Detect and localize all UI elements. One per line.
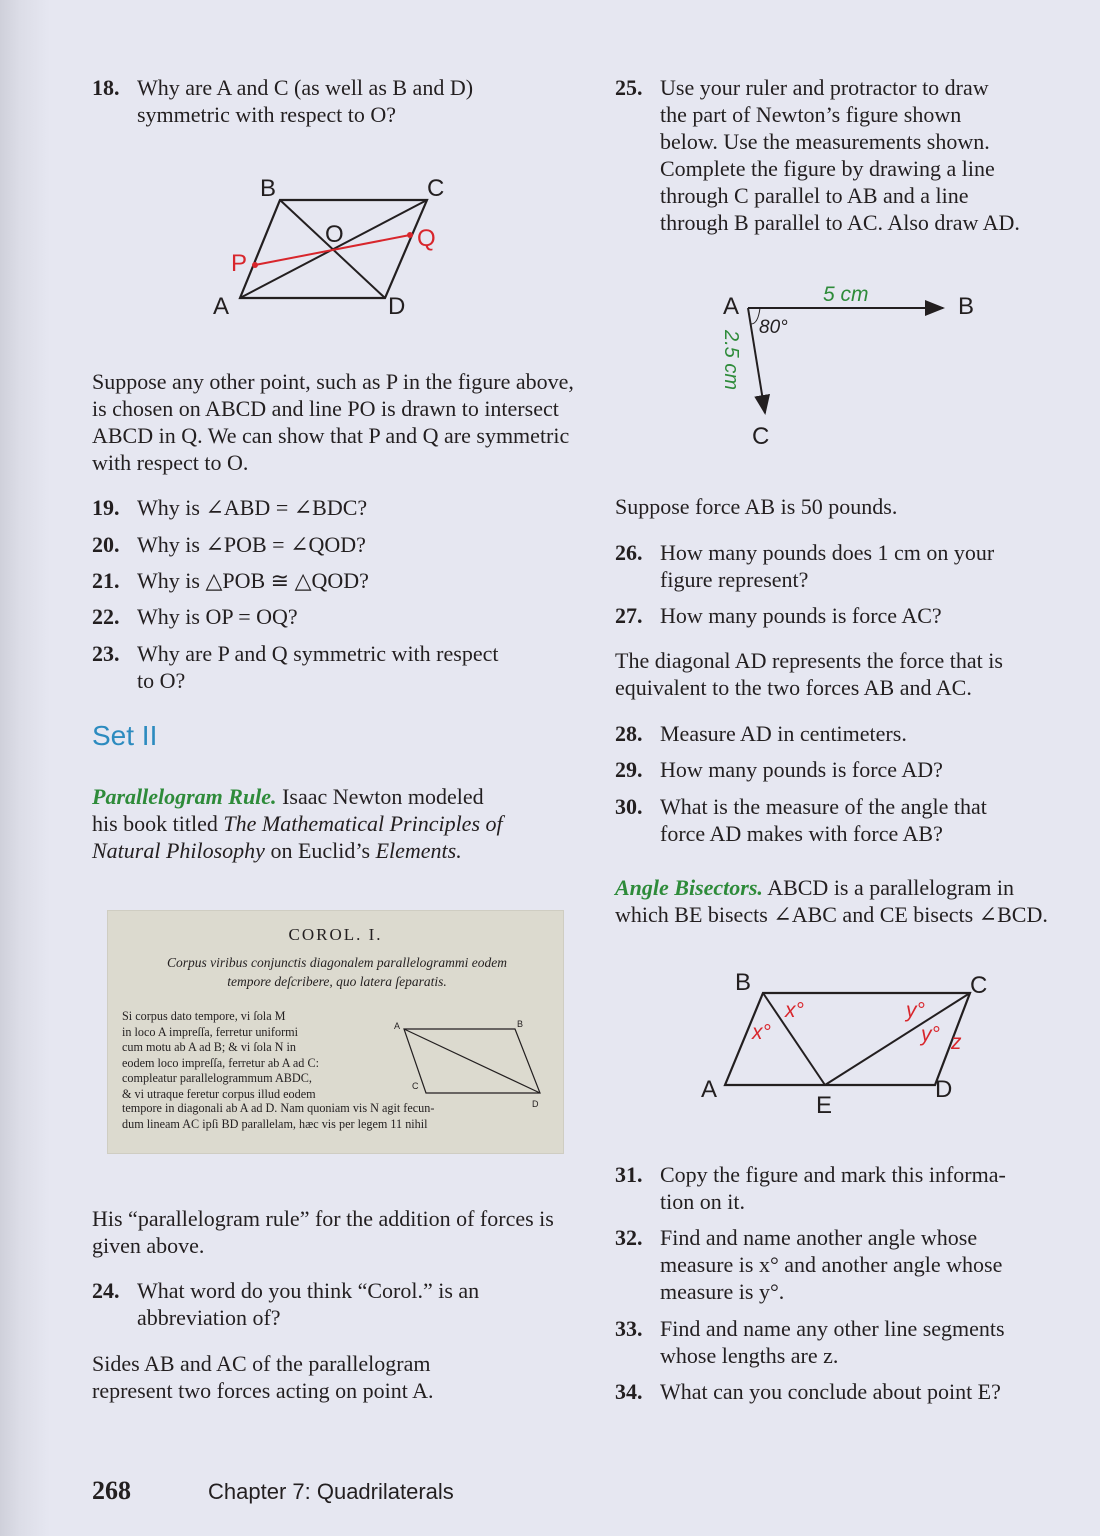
- question-text: [660, 1315, 1005, 1369]
- parallelogram-rule-lead: Parallelogram Rule.: [92, 784, 277, 809]
- question-number: 28.: [615, 721, 643, 746]
- question-number: 33.: [615, 1316, 643, 1341]
- question-text: [660, 793, 987, 847]
- label-p: P: [231, 250, 248, 277]
- bisector-ce: [825, 993, 970, 1085]
- question-text: How many pounds is force AC?: [660, 603, 942, 628]
- question-line: abbreviation of?: [137, 1305, 281, 1330]
- question-line: Complete the figure by drawing a line: [660, 156, 995, 181]
- paragraph-force-ab: Suppose force AB is 50 pounds.: [615, 494, 898, 519]
- question-33: [615, 1315, 1095, 1375]
- length-ac-label: 2.5 cm: [720, 330, 742, 391]
- label-c: C: [752, 423, 770, 450]
- question-text: Why is OP = OQ?: [137, 604, 298, 629]
- question-line: Use your ruler and protractor to draw: [660, 75, 989, 100]
- question-number: 26.: [615, 540, 643, 565]
- question-text: [137, 1277, 479, 1331]
- label-a: A: [701, 1076, 718, 1103]
- parallelogram-rule-text: his book titled: [92, 811, 224, 836]
- question-text: [660, 1161, 1006, 1215]
- label-c: C: [970, 972, 988, 999]
- question-32: [615, 1224, 1095, 1309]
- question-line: below. Use the measurements shown.: [660, 129, 990, 154]
- point-p: [252, 262, 258, 268]
- paragraph-parallelogram-rule: [92, 783, 572, 864]
- corol-line: & vi utraque feretur corpus illud eodem: [122, 1086, 316, 1101]
- question-number: 25.: [615, 75, 643, 100]
- book-title-end: Natural Philosophy: [92, 838, 265, 863]
- page-number: 268: [92, 1476, 131, 1505]
- question-text: Why is ∠POB = ∠QOD?: [137, 532, 366, 557]
- question-number: 24.: [92, 1278, 120, 1303]
- paragraph-symmetric-points: Suppose any other point, such as P in the figure above, is chosen on ABCD and line PO is drawn to intersect ABCD in Q. We can show that P and Q are symmetric with respect to O.: [92, 369, 574, 475]
- corol-label-a: A: [394, 1021, 401, 1031]
- point-q: [407, 232, 413, 238]
- corol-line: in loco A impreſſa, ferretur uniformi: [122, 1024, 298, 1039]
- question-line: figure represent?: [660, 567, 809, 592]
- question-29: [615, 756, 1095, 786]
- question-26: [615, 539, 1095, 599]
- corol-subtitle-line: Corpus viribus conjunctis diagonalem parallelogrammi eodem: [166, 955, 508, 970]
- label-o: O: [325, 221, 344, 248]
- question-number: 31.: [615, 1162, 643, 1187]
- segment-z-label: z: [951, 1031, 962, 1054]
- paragraph-line: represent two forces acting on point A.: [92, 1378, 434, 1403]
- corol-body: [122, 1009, 382, 1102]
- angle-y-upper: y°: [906, 999, 925, 1022]
- question-text: [660, 539, 994, 593]
- question-text: Why are A and C (as well as B and D) symmetric with respect to O?: [137, 75, 474, 127]
- question-23: [92, 640, 572, 700]
- question-number: 21.: [92, 568, 120, 593]
- parallelogram-rule-text: Isaac Newton modeled: [282, 784, 484, 809]
- paragraph-sides-forces: [92, 1350, 572, 1404]
- question-line: Copy the figure and mark this informa-: [660, 1162, 1006, 1187]
- question-line: measure is y°.: [660, 1279, 785, 1304]
- question-22: [92, 603, 572, 633]
- question-30: [615, 793, 1095, 853]
- question-number: 32.: [615, 1225, 643, 1250]
- newton-corollary-excerpt: [107, 910, 564, 1154]
- question-line: Find and name another angle whose: [660, 1225, 978, 1250]
- question-number: 34.: [615, 1379, 643, 1404]
- corol-line: tempore in diagonali ab A ad D. Nam quoniam vis N agit fecun-: [122, 1101, 435, 1115]
- paragraph-line: equivalent to the two forces AB and AC.: [615, 675, 972, 700]
- corol-diagonal: [404, 1029, 540, 1093]
- question-line: Find and name any other line segments: [660, 1316, 1005, 1341]
- force-vectors-figure: [715, 280, 995, 455]
- chapter-title: Chapter 7: Quadrilaterals: [208, 1479, 454, 1504]
- label-d: D: [388, 293, 406, 320]
- label-c: C: [427, 175, 445, 202]
- paragraph-rule-given: His “parallelogram rule” for the addition of forces is given above.: [92, 1206, 554, 1258]
- question-text: Why is △POB ≅ △QOD?: [137, 568, 369, 593]
- corol-line: eodem loco impreſſa, ferretur ab A ad C:: [122, 1055, 319, 1070]
- question-number: 19.: [92, 495, 120, 520]
- angle-bisectors-text: ABCD is a parallelogram in: [762, 875, 1015, 900]
- question-text: What can you conclude about point E?: [660, 1379, 1001, 1404]
- label-a: A: [213, 293, 230, 320]
- angle-y-lower: y°: [921, 1023, 940, 1046]
- question-line: What is the measure of the angle that: [660, 794, 987, 819]
- question-24: [92, 1277, 572, 1337]
- paragraph-diagonal: [615, 647, 1095, 701]
- question-number: 22.: [92, 604, 120, 629]
- label-b: B: [735, 969, 752, 996]
- question-number: 30.: [615, 794, 643, 819]
- question-line: through C parallel to AB and a line: [660, 183, 969, 208]
- angle-bisector-figure: [695, 965, 995, 1120]
- book-spine-shadow: [0, 0, 50, 1536]
- corol-line: cum motu ab A ad B; & vi ſola N in: [122, 1040, 296, 1054]
- question-text: [660, 1224, 1002, 1305]
- corol-label-c: C: [412, 1081, 419, 1091]
- question-31: [615, 1161, 1095, 1221]
- question-text: [660, 74, 1020, 236]
- corol-line: dum lineam AC ipſi BD parallelam, hæc vis per legem 11 nihil: [122, 1116, 428, 1131]
- angle-x-lower: x°: [752, 1021, 771, 1044]
- parallelogram-rule-text: on Euclid’s: [264, 838, 376, 863]
- angle-x-upper: x°: [785, 999, 804, 1022]
- parallelogram-symmetry-figure: [205, 170, 455, 320]
- question-text: Measure AD in centimeters.: [660, 721, 907, 746]
- length-ab-label: 5 cm: [823, 283, 869, 306]
- question-18: [92, 74, 562, 134]
- angle-bisectors-lead: Angle Bisectors.: [615, 875, 763, 900]
- book-title: The Mathematical Principles of: [223, 811, 503, 836]
- corol-subtitle: [122, 953, 552, 991]
- question-21: [92, 567, 572, 597]
- angle-bisectors-text: which BE bisects ∠ABC and CE bisects ∠BCD.: [615, 902, 1048, 927]
- question-34: [615, 1378, 1095, 1408]
- label-b: B: [260, 175, 277, 202]
- label-a: A: [723, 293, 740, 320]
- label-b: B: [958, 293, 975, 320]
- question-19: [92, 494, 572, 524]
- question-25: [615, 74, 1095, 244]
- question-line: the part of Newton’s figure shown: [660, 102, 962, 127]
- corol-parallelogram-figure: [390, 1015, 550, 1115]
- corol-line: compleatur parallelogrammum ABDC,: [122, 1071, 312, 1085]
- question-line: What word do you think “Corol.” is an: [137, 1278, 480, 1303]
- question-number: 27.: [615, 603, 643, 628]
- corol-tail: [122, 1101, 552, 1132]
- question-20: [92, 531, 572, 561]
- paragraph-line: The diagonal AD represents the force that is: [615, 648, 1003, 673]
- set-heading: Set II: [92, 720, 158, 751]
- corol-title: COROL. I.: [288, 925, 383, 944]
- corol-label-d: D: [532, 1099, 539, 1109]
- corol-line: Si corpus dato tempore, vi ſola M: [122, 1009, 286, 1023]
- question-27: [615, 602, 1095, 632]
- question-line: through B parallel to AC. Also draw AD.: [660, 210, 1020, 235]
- question-line: tion on it.: [660, 1189, 745, 1214]
- elements-title: Elements.: [375, 838, 462, 863]
- question-number: 23.: [92, 641, 120, 666]
- question-line: How many pounds does 1 cm on your: [660, 540, 995, 565]
- question-number: 18.: [92, 75, 120, 100]
- question-number: 20.: [92, 532, 120, 557]
- paragraph-angle-bisectors: [615, 874, 1097, 928]
- label-e: E: [816, 1092, 833, 1119]
- question-line: measure is x° and another angle whose: [660, 1252, 1003, 1277]
- label-q: Q: [417, 225, 436, 252]
- question-line: force AD makes with force AB?: [660, 821, 943, 846]
- question-number: 29.: [615, 757, 643, 782]
- label-d: D: [935, 1076, 953, 1103]
- paragraph-line: Sides AB and AC of the parallelogram: [92, 1351, 431, 1376]
- corol-label-b: B: [517, 1019, 524, 1029]
- corol-subtitle-line: tempore deſcribere, quo latera ſeparatis.: [227, 974, 447, 989]
- question-28: [615, 720, 1095, 750]
- question-text: Why are P and Q symmetric with respect to O?: [137, 641, 499, 693]
- angle-label: 80°: [759, 317, 788, 338]
- question-text: Why is ∠ABD = ∠BDC?: [137, 495, 368, 520]
- question-line: whose lengths are z.: [660, 1343, 839, 1368]
- question-text: How many pounds is force AD?: [660, 757, 943, 782]
